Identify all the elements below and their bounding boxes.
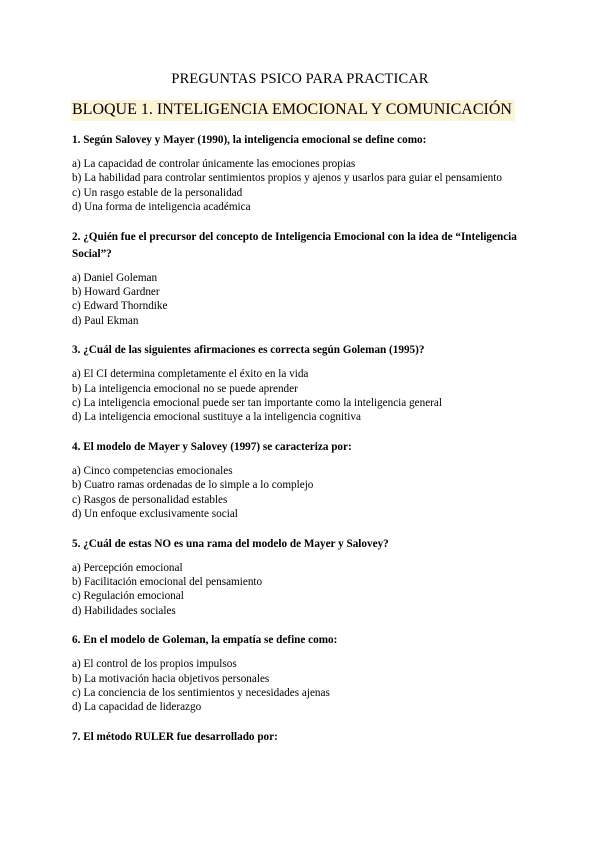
question-7: [72, 729, 532, 746]
question-list: [72, 132, 532, 760]
option-c: c) La conciencia de los sentimientos y necesidades ajenas: [72, 686, 330, 699]
option-b: b) Howard Gardner: [72, 286, 160, 299]
question-text: 6. En el modelo de Goleman, la empatía se define como:: [72, 634, 338, 647]
option-c: c) La inteligencia emocional puede ser tan importante como la inteligencia general: [72, 397, 442, 410]
question-1: [72, 132, 532, 215]
option-b: b) La motivación hacia objetivos personales: [72, 672, 270, 685]
option-d: d) La inteligencia emocional sustituye a la inteligencia cognitiva: [72, 411, 361, 424]
document-title: PREGUNTAS PSICO PARA PRACTICAR: [171, 71, 429, 87]
question-2: [72, 229, 532, 329]
option-c: c) Un rasgo estable de la personalidad: [72, 186, 243, 199]
option-c: c) Edward Thorndike: [72, 300, 168, 313]
option-list: [72, 657, 532, 715]
question-text: 2. ¿Quién fue el precursor del concepto de Inteligencia Emocional con la idea de “Inteligencia Social”?: [72, 230, 517, 260]
question-text: 4. El modelo de Mayer y Salovey (1997) se caracteriza por:: [72, 440, 352, 453]
option-list: [72, 157, 532, 215]
question-text: 3. ¿Cuál de las siguientes afirmaciones es correcta según Goleman (1995)?: [72, 344, 425, 357]
question-text: 5. ¿Cuál de estas NO es una rama del modelo de Mayer y Salovey?: [72, 537, 389, 550]
option-c: c) Rasgos de personalidad estables: [72, 493, 228, 506]
option-c: c) Regulación emocional: [72, 590, 184, 603]
option-b: b) Facilitación emocional del pensamiento: [72, 575, 263, 588]
option-b: b) La inteligencia emocional no se puede aprender: [72, 382, 298, 395]
question-6: [72, 632, 532, 715]
option-list: [72, 271, 532, 329]
option-b: b) Cuatro ramas ordenadas de lo simple a lo complejo: [72, 479, 314, 492]
option-d: d) Paul Ekman: [72, 314, 139, 327]
option-a: a) Percepción emocional: [72, 561, 183, 574]
question-3: [72, 342, 532, 425]
option-d: d) Habilidades sociales: [72, 604, 176, 617]
question-5: [72, 536, 532, 619]
option-d: d) Una forma de inteligencia académica: [72, 201, 251, 214]
option-a: a) Cinco competencias emocionales: [72, 464, 233, 477]
option-list: [72, 367, 532, 425]
option-b: b) La habilidad para controlar sentimientos propios y ajenos y usarlos para guiar el pensamiento: [72, 172, 502, 185]
option-d: d) Un enfoque exclusivamente social: [72, 508, 238, 521]
option-a: a) Daniel Goleman: [72, 271, 158, 284]
option-d: d) La capacidad de liderazgo: [72, 701, 202, 714]
question-text: 7. El método RULER fue desarrollado por:: [72, 730, 278, 743]
option-a: a) El control de los propios impulsos: [72, 658, 237, 671]
option-list: [72, 464, 532, 522]
block-heading: BLOQUE 1. INTELIGENCIA EMOCIONAL Y COMUNICACIÓN: [71, 100, 515, 121]
option-a: a) La capacidad de controlar únicamente las emociones propias: [72, 158, 356, 170]
question-text: 1. Según Salovey y Mayer (1990), la inteligencia emocional se define como:: [72, 134, 427, 146]
option-a: a) El CI determina completamente el éxito en la vida: [72, 368, 309, 381]
question-4: [72, 439, 532, 522]
option-list: [72, 561, 532, 619]
